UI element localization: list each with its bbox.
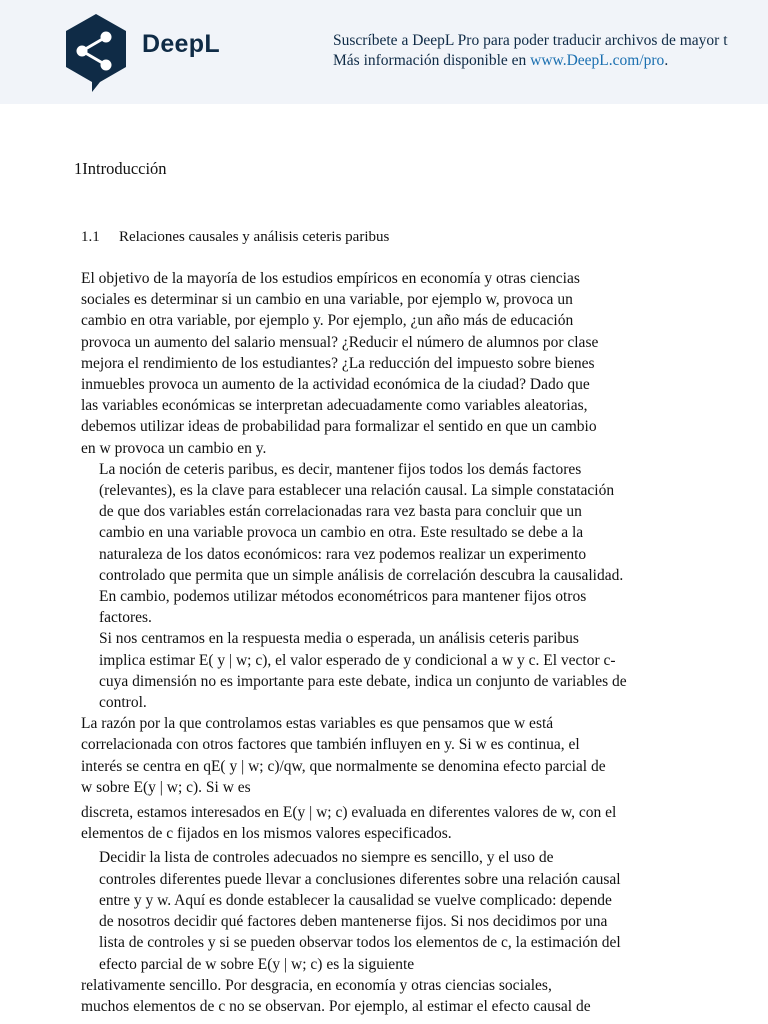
- paragraph: [81, 713, 693, 798]
- text-line: inmuebles provoca un aumento de la actividad económica de la ciudad? Dado que: [81, 376, 590, 394]
- text-line: de nosotros decidir qué factores deben mantenerse fijos. Si nos decidimos por una: [99, 913, 608, 931]
- text-line: lista de controles y si se pueden observar todos los elementos de c, la estimación del: [99, 934, 621, 952]
- text-line: cambio en una variable provoca un cambio en otra. Este resultado se debe a la: [99, 524, 584, 542]
- promo-line-2: Más información disponible en www.DeepL.com/pro.: [333, 52, 669, 69]
- paragraph: [81, 459, 693, 629]
- text-line: las variables económicas se interpretan adecuadamente como variables aleatorias,: [81, 397, 588, 415]
- text-line: muchos elementos de c no se observan. Por ejemplo, al estimar el efecto causal de: [81, 997, 591, 1015]
- text-line: relativamente sencillo. Por desgracia, en economía y otras ciencias sociales,: [81, 976, 552, 994]
- text-line: elementos de c fijados en los mismos valores especificados.: [81, 825, 452, 843]
- deepl-wordmark: DeepL: [142, 30, 220, 58]
- text-line: sociales es determinar si un cambio en una variable, por ejemplo w, provoca un: [81, 291, 573, 309]
- paragraph: [81, 268, 693, 459]
- text-line: (relevantes), es la clave para establecer una relación causal. La simple constatación: [99, 482, 615, 500]
- text-line: correlacionada con otros factores que también influyen en y. Si w es continua, el: [81, 736, 580, 754]
- text-line: El objetivo de la mayoría de los estudios empíricos en economía y otras ciencias: [81, 270, 580, 287]
- text-line: interés se centra en qE( y | w; c)/qw, que normalmente se denomina efecto parcial de: [81, 757, 606, 775]
- text-line: entre y y w. Aquí es donde establecer la causalidad se vuelve complicado: depende: [99, 891, 612, 909]
- chapter-heading: 1Introducción: [74, 159, 167, 178]
- text-line: La noción de ceteris paribus, es decir, mantener fijos todos los demás factores: [99, 460, 582, 478]
- text-line: control.: [99, 694, 147, 712]
- pro-promo-text: [333, 31, 768, 71]
- text-line: naturaleza de los datos económicos: rara vez podemos realizar un experimento: [99, 545, 587, 563]
- deepl-logo-icon: [62, 12, 130, 92]
- text-line: efecto parcial de w sobre E(y | w; c) es la siguiente: [99, 955, 415, 973]
- text-line: cambio en otra variable, por ejemplo y. Por ejemplo, ¿un año más de educación: [81, 312, 574, 330]
- paragraph: [81, 802, 693, 844]
- text-line: discreta, estamos interesados en E(y | w; c) evaluada en diferentes valores de w, con el: [81, 804, 617, 822]
- text-line: en w provoca un cambio en y.: [81, 439, 267, 457]
- text-line: debemos utilizar ideas de probabilidad para formalizar el sentido en que un cambio: [81, 418, 597, 436]
- text-line: provoca un aumento del salario mensual? ¿Reducir el número de alumnos por clase: [81, 333, 599, 351]
- text-line: La razón por la que controlamos estas variables es que pensamos que w está: [81, 715, 554, 733]
- text-line: En cambio, podemos utilizar métodos econométricos para mantener fijos otros: [99, 588, 587, 606]
- text-line: factores.: [99, 609, 152, 627]
- text-line: Decidir la lista de controles adecuados no siempre es sencillo, y el uso de: [99, 849, 554, 867]
- text-line: Si nos centramos en la respuesta media o esperada, un análisis ceteris paribus: [99, 630, 579, 648]
- paragraph: [81, 975, 693, 1017]
- document-body: [81, 268, 693, 1017]
- text-line: de que dos variables están correlacionadas rara vez basta para concluir que un: [99, 503, 582, 521]
- section-heading: 1.1 Relaciones causales y análisis ceteris paribus: [81, 229, 390, 245]
- text-line: controles diferentes puede llevar a conclusiones diferentes sobre una relación causal: [99, 870, 621, 888]
- promo-line-1: Suscríbete a DeepL Pro para poder traducir archivos de mayor t: [333, 32, 728, 49]
- text-line: w sobre E(y | w; c). Si w es: [81, 778, 251, 796]
- text-line: mejora el rendimiento de los estudiantes? ¿La reducción del impuesto sobre bienes: [81, 354, 595, 372]
- deepl-pro-link[interactable]: www.DeepL.com/pro: [530, 52, 665, 69]
- text-line: implica estimar E( y | w; c), el valor esperado de y condicional a w y c. El vector c-: [99, 651, 616, 669]
- paragraph: [81, 847, 693, 974]
- text-line: cuya dimensión no es importante para este debate, indica un conjunto de variables de: [99, 672, 627, 690]
- paragraph: [81, 628, 693, 713]
- deepl-banner: [0, 0, 768, 104]
- text-line: controlado que permita que un simple análisis de correlación descubra la causalidad.: [99, 566, 624, 584]
